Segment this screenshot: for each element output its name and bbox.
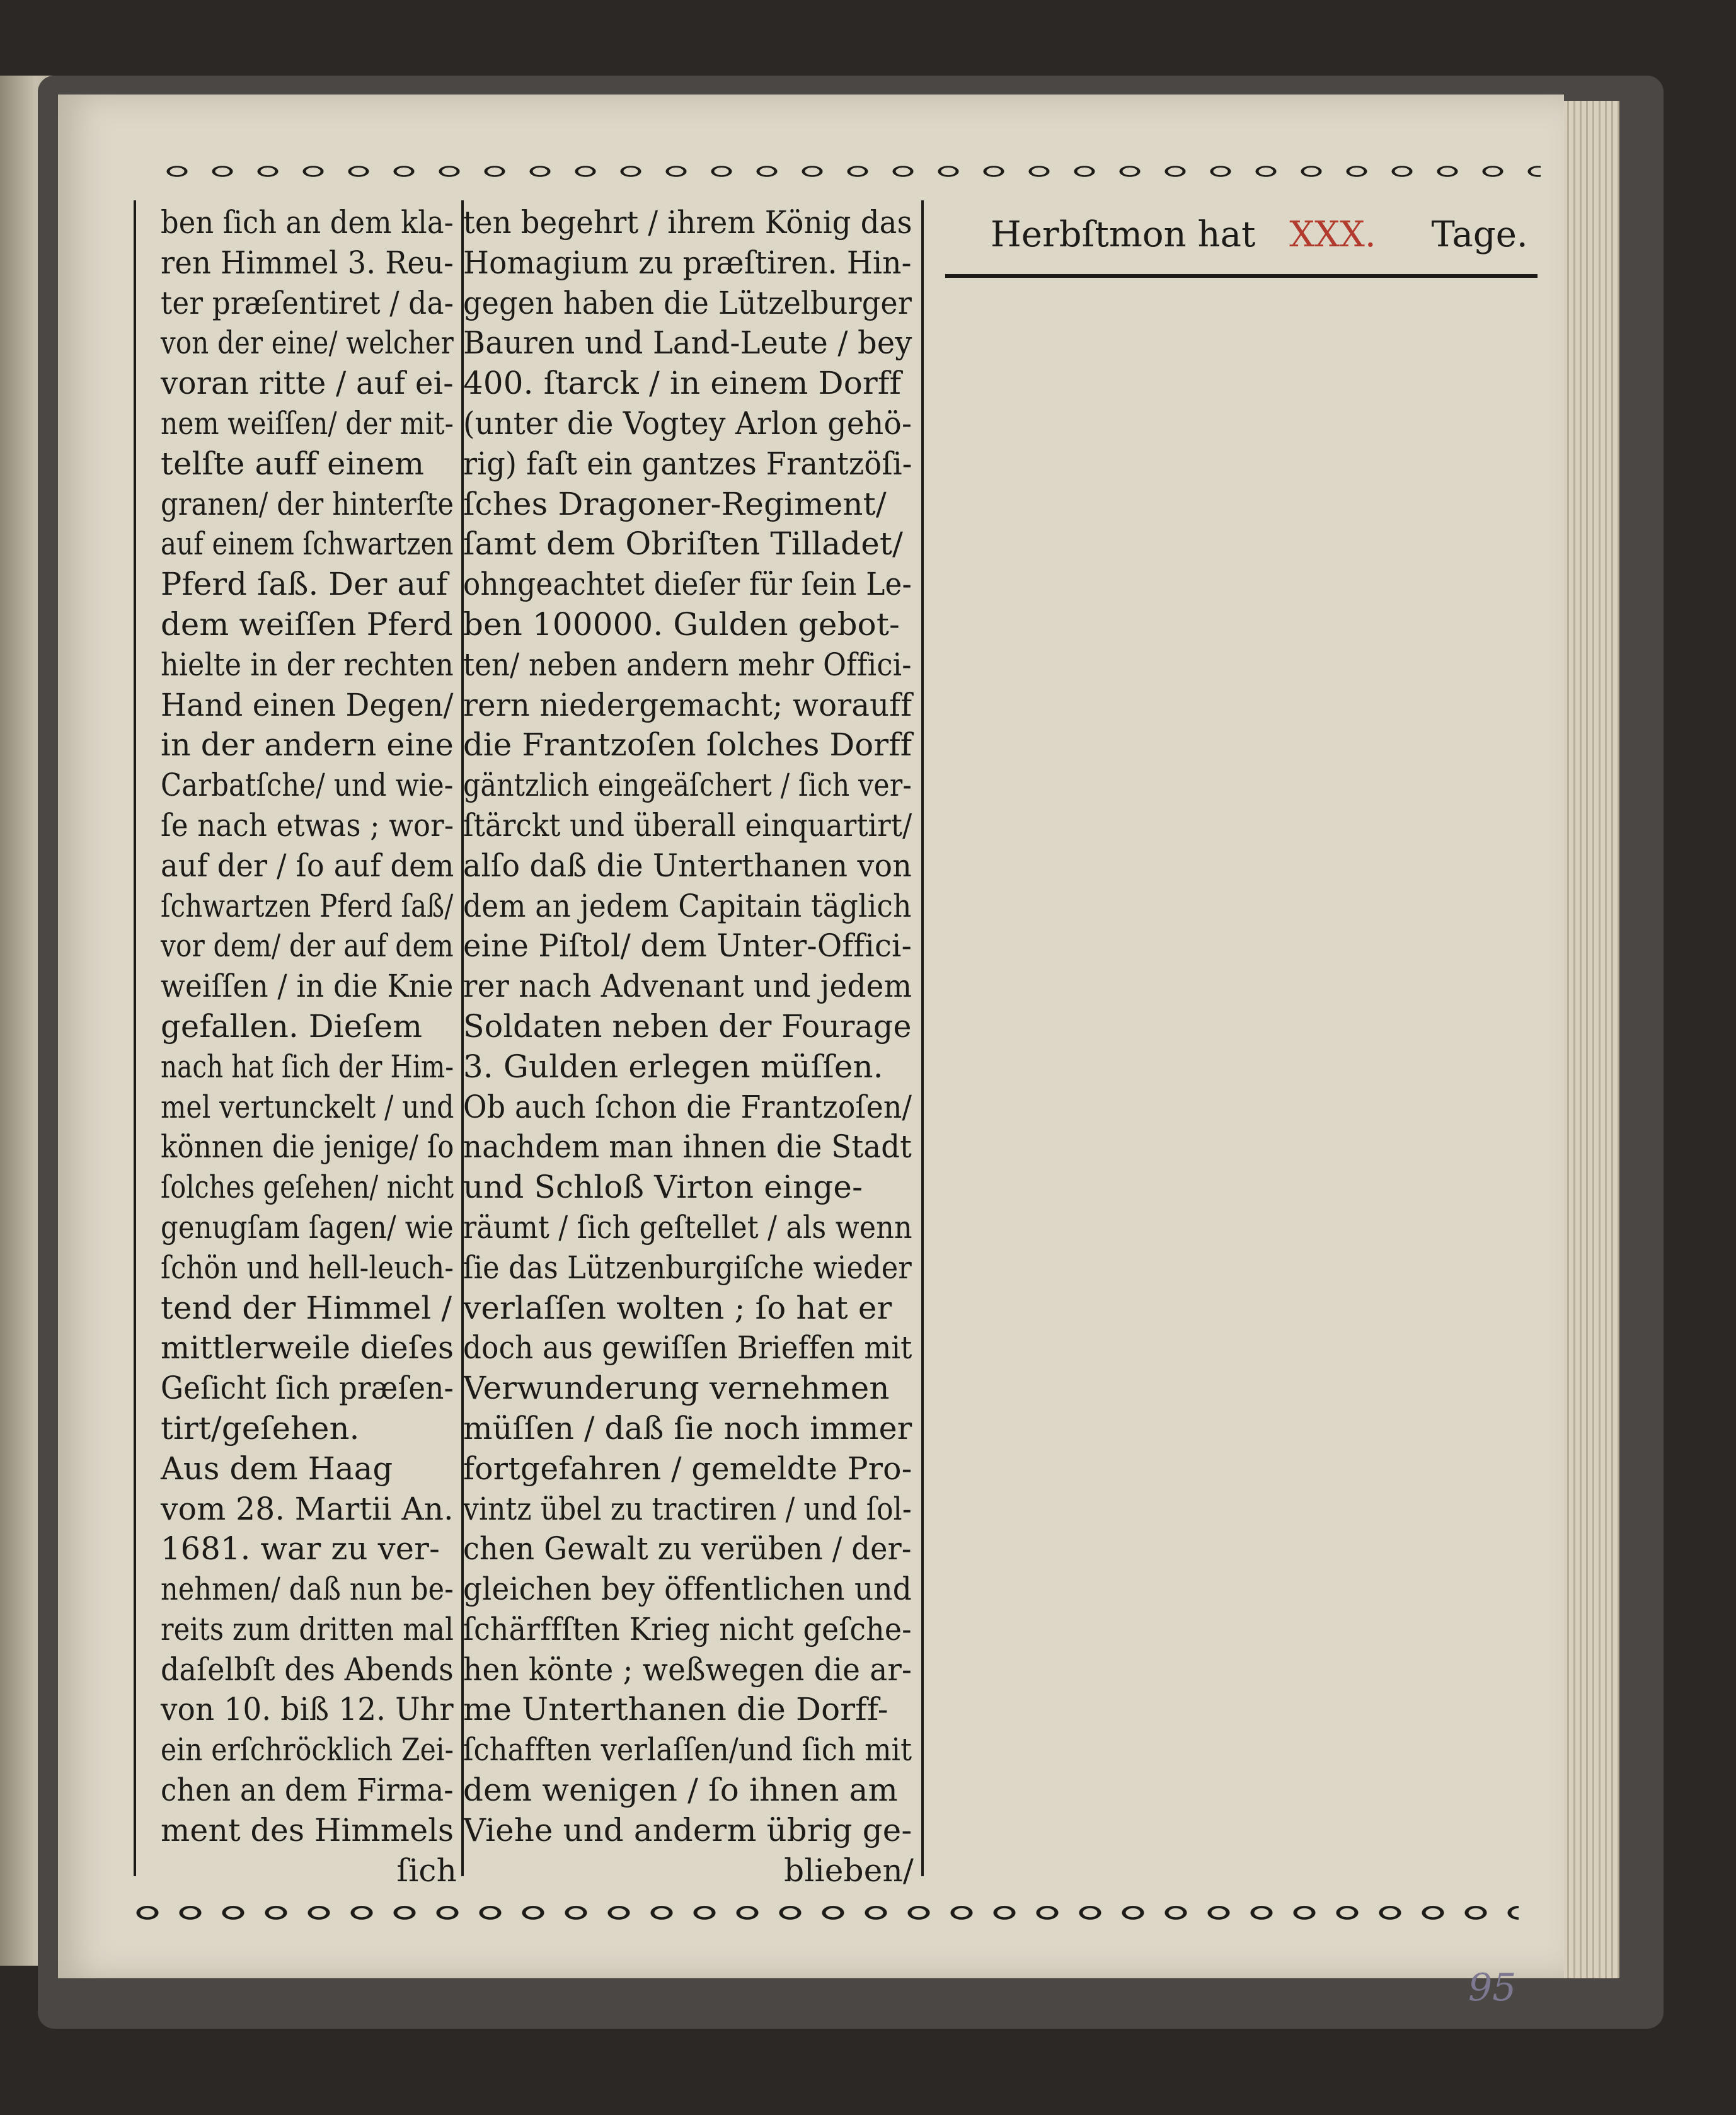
text-line: ten begehrt / ihrem König das (463, 204, 912, 241)
text-line: ſe nach etwas ; wor- (161, 806, 454, 844)
text-line: dem an jedem Capitain täglich (463, 887, 912, 924)
text-line: in der andern eine (161, 726, 454, 764)
text-line: blieben/ (784, 1852, 914, 1889)
text-line: hen könte ; weßwegen die ar- (463, 1651, 912, 1688)
text-line: räumt / ſich geſtellet / als wenn (463, 1208, 912, 1246)
text-line: ben 100000. Gulden gebot- (463, 605, 900, 643)
text-line: Geſicht ſich præſen- (161, 1370, 454, 1407)
text-line: eine Piſtol/ dem Unter-Offici- (463, 927, 912, 965)
text-line: ſchärffſten Krieg nicht geſche- (463, 1610, 912, 1648)
text-line: me Unterthanen die Dorff- (463, 1691, 888, 1728)
text-column-left (161, 203, 457, 1891)
text-line: Soldaten neben der Fourage (463, 1007, 912, 1045)
text-line: mel vertunckelt / und (161, 1088, 454, 1125)
month-name: Herbſtmon hat (991, 214, 1256, 255)
text-line: müſſen / daß ſie noch immer (463, 1409, 912, 1447)
text-line: ſamt dem Obriſten Tilladet/ (463, 525, 904, 563)
text-line: gäntzlich eingeäſchert / ſich ver- (463, 767, 912, 804)
text-line: mittlerweile dieſes (161, 1329, 454, 1367)
text-line: hielte in der rechten (161, 646, 454, 683)
text-line: Verwunderung vernehmen (463, 1370, 890, 1407)
text-line: vintz übel zu tractiren / und ſol- (463, 1490, 912, 1527)
text-line: und Schloß Virton einge- (463, 1169, 863, 1206)
text-line: dem weiſſen Pferd (161, 605, 453, 643)
text-line: ter præſentiret / da- (161, 284, 454, 321)
text-line: doch aus gewiſſen Brieffen mit (463, 1329, 912, 1367)
text-line: voran ritte / auf ei- (161, 365, 454, 402)
text-line: ſchwartzen Pferd ſaß/ (161, 887, 454, 924)
text-line: nehmen/ daß nun be- (161, 1571, 454, 1608)
text-line: ten/ neben andern mehr Offici- (463, 646, 912, 683)
text-line: 400. ſtarck / in einem Dorff (463, 365, 902, 402)
text-line: Carbatſche/ und wie- (161, 767, 454, 804)
text-line: daſelbſt des Abends (161, 1651, 454, 1688)
text-line: telſte auff einem (161, 445, 425, 482)
text-line: vor dem/ der auf dem (161, 927, 454, 965)
text-line: nem weiſſen/ der mit- (161, 404, 454, 442)
text-line: alſo daß die Unterthanen von (463, 847, 912, 884)
text-line: ſtärckt und überall einquartirt/ (463, 806, 912, 844)
text-line: von 10. biß 12. Uhr (161, 1691, 454, 1728)
calendar-month-heading (991, 214, 1545, 258)
text-line: Bauren und Land-Leute / bey (463, 324, 912, 362)
text-line: ren Himmel 3. Reu- (161, 244, 454, 281)
text-line: auf der / ſo auf dem (161, 847, 454, 884)
text-line: von der eine/ welcher (161, 324, 454, 362)
text-line: ſie das Lützenburgiſche wieder (463, 1249, 912, 1286)
text-line: ben ſich an dem kla- (161, 204, 454, 241)
days-label: Tage. (1431, 214, 1528, 255)
text-line: Aus dem Haag (161, 1450, 393, 1487)
text-line: ſches Dragoner-Regiment/ (463, 485, 887, 522)
text-line: granen/ der hinterſte (161, 485, 454, 522)
text-line: nachdem man ihnen die Stadt (463, 1128, 912, 1166)
text-line: ment des Himmels (161, 1811, 454, 1848)
text-line: ſich (396, 1852, 457, 1889)
text-line: Viehe und anderm übrig ge- (463, 1811, 912, 1848)
text-line: gefallen. Dieſem (161, 1007, 423, 1045)
text-line: dem wenigen / ſo ihnen am (463, 1772, 898, 1809)
column-rule-right (921, 200, 924, 1876)
text-line: ſchafften verlaſſen/und ſich mit (463, 1731, 912, 1768)
text-line: (unter die Vogtey Arlon gehö- (463, 404, 912, 442)
text-line: ohngeachtet dieſer für ſein Le- (463, 566, 912, 603)
text-line: fortgefahren / gemeldte Pro- (463, 1450, 912, 1487)
text-line: weiſſen / in die Knie (161, 968, 454, 1005)
text-line: tirt/geſehen. (161, 1409, 360, 1447)
text-line: verlaſſen wolten ; ſo hat er (463, 1289, 892, 1326)
text-line: rern niedergemacht; worauff (463, 686, 912, 723)
page-number: 95 (1468, 1966, 1517, 2010)
text-line: gegen haben die Lützelburger (463, 284, 912, 321)
text-line: Hand einen Degen/ (161, 686, 454, 723)
text-line: rig) faſt ein gantzes Frantzöſi- (463, 445, 912, 482)
text-line: nach hat ſich der Him- (161, 1048, 454, 1085)
month-days: XXX. (1289, 214, 1376, 255)
text-line: genugſam ſagen/ wie (161, 1208, 454, 1246)
text-line: 3. Gulden erlegen müſſen. (463, 1048, 883, 1085)
text-line: chen an dem Firma- (161, 1772, 454, 1809)
text-column-right (463, 203, 914, 1891)
text-line: ſolches geſehen/ nicht (161, 1169, 454, 1206)
text-line: die Frantzoſen ſolches Dorff (463, 726, 912, 764)
text-line: gleichen bey öffentlichen und (463, 1571, 912, 1608)
text-line: ein erſchröcklich Zei- (161, 1731, 454, 1768)
text-line: 1681. war zu ver- (161, 1530, 440, 1568)
text-line: ſchön und hell-leuch- (161, 1249, 454, 1286)
text-line: können die jenige/ ſo (161, 1128, 454, 1166)
text-line: vom 28. Martii An. (161, 1490, 454, 1527)
show-through-calendar (989, 277, 1493, 1890)
text-line: auf einem ſchwartzen (161, 525, 454, 563)
column-rule-left (134, 200, 136, 1876)
text-line: chen Gewalt zu verüben / der- (463, 1530, 912, 1568)
ornamental-border-top (154, 156, 1541, 186)
text-line: Ob auch ſchon die Frantzoſen/ (463, 1088, 912, 1125)
ornamental-border-bottom (126, 1895, 1519, 1930)
text-line: Homagium zu præſtiren. Hin- (463, 244, 912, 281)
text-line: rer nach Advenant und jedem (463, 968, 912, 1005)
text-line: Pferd ſaß. Der auf (161, 566, 448, 603)
text-line: reits zum dritten mal (161, 1610, 454, 1648)
text-line: tend der Himmel / (161, 1289, 452, 1326)
